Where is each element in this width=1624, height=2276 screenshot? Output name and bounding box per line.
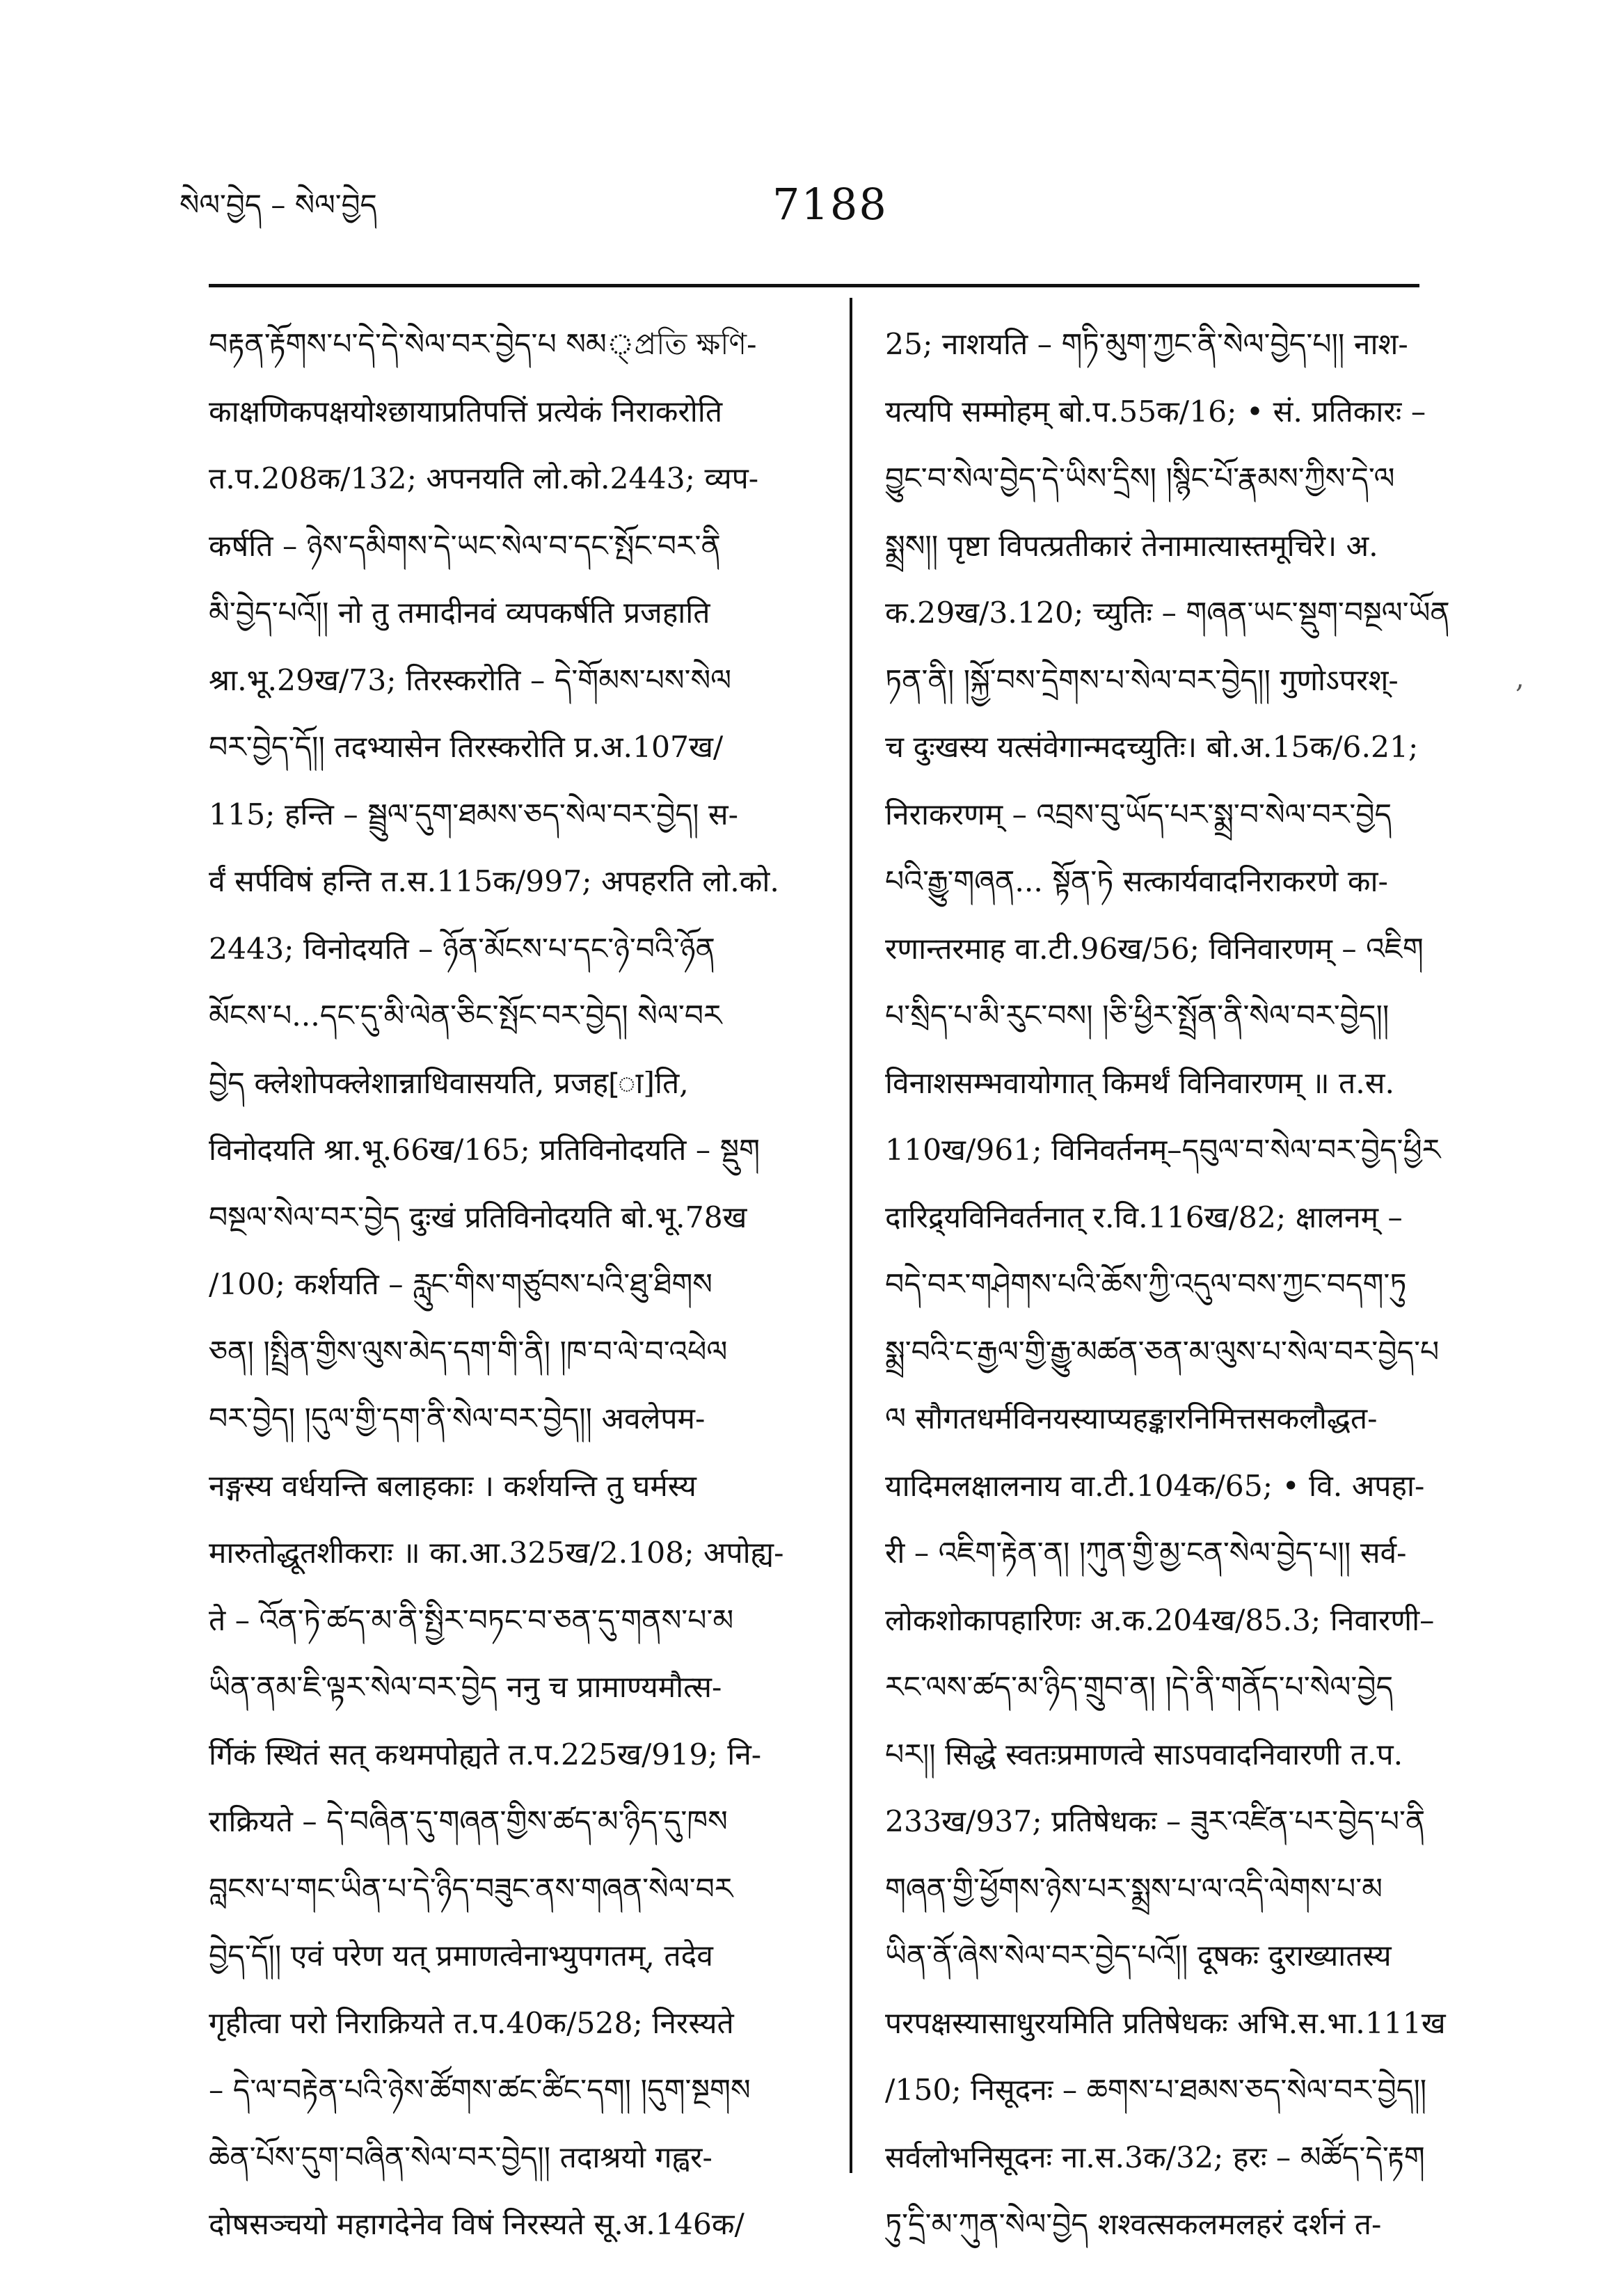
text-line: པ་སྲིད་པ་མི་རུང་བས། །ཅི་ཕྱིར་སྤྲོན་ནི་སེལ་བར་བྱེད།། (885, 999, 1390, 1033)
text-line: गृहीत्वा परो निराक्रियते त.प.40क/528; निरस्यते (209, 2006, 734, 2041)
text-line: परपक्षस्यासाधुरयमिति प्रतिषेधकः अभि.स.भा.111ख (885, 2006, 1446, 2041)
text-line: བརྟན་རྟོགས་པ་དེ་དེ་སེལ་བར་བྱེད་པ སམ্প্রতি ক্ষণি- (209, 328, 757, 362)
text-line: दोषसञ्चयो महागदेनेव विषं निरस्यते सू.अ.146क/ (209, 2208, 745, 2242)
text-line: सर्वलोभनिसूदनः ना.स.3क/32; हरः – མཚོད་དེ་རྟག (885, 2140, 1425, 2175)
text-line: र्गिकं स्थितं सत् कथमपोह्यते त.प.225ख/919; नि- (209, 1737, 762, 1772)
text-line: བླངས་པ་གང་ཡིན་པ་དེ་ཉིད་བཟུང་ནས་གཞན་སེལ་བར (209, 1872, 733, 1907)
text-line: ཏུ་དྲི་མ་ཀུན་སེལ་བྱེད शश्वत्सकलमलहरं दर्शनं त- (885, 2208, 1382, 2242)
text-line: བར་བྱེད་དོ།། तदभ्यासेन तिरस्करोति प्र.अ.107ख/ (209, 731, 724, 765)
right-column (885, 312, 1463, 2259)
text-line: राक्रियते – དེ་བཞིན་དུ་གཞན་གྱིས་ཚད་མ་ཉིད་དུ་ཁས (209, 1805, 728, 1839)
text-line: री – འཇིག་རྟེན་ན། །ཀུན་གྱི་མྱ་ངན་སེལ་བྱེད་པ།། सर्व- (885, 1536, 1407, 1570)
text-line: 115; हन्ति – སྦྲུལ་དུག་ཐམས་ཅད་སེལ་བར་བྱེད། स- (209, 797, 739, 832)
text-line: པར།། सिद्धे स्वतःप्रमाणत्वे साऽपवादनिवारणी त.प. (885, 1737, 1403, 1772)
text-line: च दुःखस्य यत्संवेगान्मदच्युतिः। बो.अ.15क/6.21; (885, 731, 1419, 765)
text-line: ཆེན་པོས་དུག་བཞིན་སེལ་བར་བྱེད།། तदाश्रयो गह्वर- (209, 2140, 713, 2175)
text-line: 110ख/961; विनिवर्तनम्–དབུལ་བ་སེལ་བར་བྱེད་ཕྱིར (885, 1133, 1441, 1168)
header-rule (209, 284, 1419, 287)
text-line: མི་བྱེད་པའོ།། नो तु तमादीनवं व्यपकर्षति प्रजहाति (209, 596, 710, 630)
text-line: नङ्गस्य वर्धयन्ति बलाहकाः । कर्शयन्ति तु घर्मस्य (209, 1469, 696, 1504)
text-line: མོངས་པ...དང་དུ་མི་ལེན་ཅིང་སྤོང་བར་བྱེད། སེལ་བར (209, 999, 722, 1033)
text-line: སྨྲས།། पृष्टा विपत्प्रतीकारं तेनामात्यास्तमूचिरे। अ. (885, 529, 1378, 564)
text-line: བྱེད་དོ།། एवं परेण यत् प्रमाणत्वेनाभ्युपगतम्, तदेव (209, 1939, 713, 1973)
text-line: བདེ་བར་གཤེགས་པའི་ཆོས་ཀྱི་འདུལ་བས་ཀྱང་བདག་ཏུ (885, 1268, 1407, 1302)
text-line: यत्यपि सम्मोहम् बो.प.55क/16; • सं. प्रतिकारः – (885, 395, 1426, 429)
text-line: སྨྲ་བའི་ང་རྒྱལ་གྱི་རྒྱུ་མཚན་ཅན་མ་ལུས་པ་སེལ་བར་བྱེད་པ (885, 1335, 1440, 1369)
text-line: र्वं सर्पविषं हन्ति त.स.115क/997; अपहरति लो.को. (209, 865, 779, 899)
text-line: श्रा.भू.29ख/73; तिरस्करोति – དེ་གོམས་པས་སེལ (209, 663, 732, 698)
text-line: विनोदयति श्रा.भू.66ख/165; प्रतिविनोदयति – སྡུག (209, 1133, 760, 1168)
text-line: रणान्तरमाह वा.टी.96ख/56; विनिवारणम् – འཇིག (885, 932, 1424, 966)
text-line: त.प.208क/132; अपनयति लो.को.2443; व्यप- (209, 462, 759, 496)
text-line: लोकशोकापहारिणः अ.क.204ख/85.3; निवारणी– (885, 1603, 1435, 1638)
text-line: क.29ख/3.120; च्युतिः – གཞན་ཡང་སྡུག་བསྔལ་ཡོན (885, 596, 1450, 630)
text-line: ཡིན་ནམ་ཇི་ལྟར་སེལ་བར་བྱེད ननु च प्रामाण्यमौत्स- (209, 1671, 722, 1705)
column-divider (850, 298, 852, 2173)
text-line: བསྔལ་སེལ་བར་བྱེད दुःखं प्रतिविनोदयति बो.भू.78ख (209, 1200, 747, 1235)
running-head: སེལ་བྱེད – སེལ་བྱེད (180, 188, 377, 222)
text-line: ཅན། །སྤྲིན་གྱིས་ལུས་མེད་དག་གི་ནི། །ཁ་བ་ལེ་བ་འཕེལ (209, 1335, 728, 1369)
text-line: ཏན་ནི། །སྐྱོ་བས་དྲེགས་པ་སེལ་བར་བྱེད།། गुणोऽपरश्- (885, 663, 1399, 698)
text-line: ལ सौगतधर्मविनयस्याप्यहङ्कारनिमित्तसकलौद्धत- (885, 1402, 1378, 1436)
text-line: दारिद्र्यविनिवर्तनात् र.वि.116ख/82; क्षालनम् – (885, 1200, 1403, 1235)
text-line: निराकरणम् – འབྲས་བུ་ཡོད་པར་སྨྲ་བ་སེལ་བར་བྱེད (885, 797, 1392, 832)
text-line: /100; कर्शयति – རླུང་གིས་གཙུབས་པའི་ཐུ་ཐིགས (209, 1268, 713, 1302)
left-column (209, 312, 820, 2259)
text-line: विनाशसम्भवायोगात् किमर्थं विनिवारणम् ॥ त.स. (885, 1066, 1395, 1101)
text-line: བར་བྱེད། །དུལ་གྱི་དག་ནི་སེལ་བར་བྱེད།། अवलेपम- (209, 1402, 706, 1436)
page-number: 7188 (772, 179, 888, 230)
page-header (0, 0, 1624, 292)
text-line: /150; निसूदनः – ཆགས་པ་ཐམས་ཅད་སེལ་བར་བྱེད།། (885, 2074, 1427, 2108)
text-line: कर्षति – ཉེས་དམིགས་དེ་ཡང་སེལ་བ་དང་སྤོང་བར་ནི (209, 529, 721, 564)
text-line: 233ख/937; प्रतिषेधकः – ཟུར་འཛིན་པར་བྱེད་པ་ནི (885, 1805, 1426, 1839)
margin-tick-mark: , (1515, 662, 1525, 694)
text-line: काक्षणिकपक्षयोश्छायाप्रतिपत्तिं प्रत्येकं निराकरोति (209, 395, 723, 429)
text-line: པའི་རྒྱུ་གཞན... སྟོན་ཏེ सत्कार्यवादनिराकरणे का- (885, 865, 1388, 899)
text-line: – དེ་ལ་བརྟེན་པའི་ཉེས་ཚོགས་ཚང་ཚིང་དག། །དུག་སྔགས (209, 2074, 751, 2108)
text-line: བྱུང་བ་སེལ་བྱེད་དེ་ཡིས་དྲིས། །སྙིང་པོ་རྣམས་ཀྱིས་དེ་ལ (885, 462, 1395, 496)
text-line: यादिमलक्षालनाय वा.टी.104क/65; • वि. अपहा- (885, 1469, 1425, 1504)
text-line: རང་ལས་ཚད་མ་ཉིད་གྲུབ་ན། །དེ་ནི་གནོད་པ་སེལ་བྱེད (885, 1671, 1394, 1705)
text-line: 25; नाशयति – གཏི་མུག་ཀྱང་ནི་སེལ་བྱེད་པ།། नाश- (885, 328, 1408, 362)
text-line: གཞན་གྱི་ཕྱོགས་ཉེས་པར་སྨྲས་པ་ལ་འདི་ལེགས་པ་མ (885, 1872, 1383, 1907)
text-line: 2443; विनोदयति – ཉོན་མོངས་པ་དང་ཉེ་བའི་ཉོན (209, 932, 715, 966)
text-line: ཡིན་ནོ་ཞེས་སེལ་བར་བྱེད་པའོ།། दूषकः दुराख्यातस्य (885, 1939, 1392, 1973)
text-line: मारुतोद्धूतशीकराः ॥ का.आ.325ख/2.108; अपोह्य- (209, 1536, 784, 1570)
text-line: བྱེད क्लेशोपक्लेशान्नाधिवासयति, प्रजह[ा]ति, (209, 1066, 689, 1101)
text-line: ते – འོན་ཏེ་ཚད་མ་ནི་སྤྱིར་བཏང་བ་ཅན་དུ་གནས་པ་མ (209, 1603, 734, 1638)
